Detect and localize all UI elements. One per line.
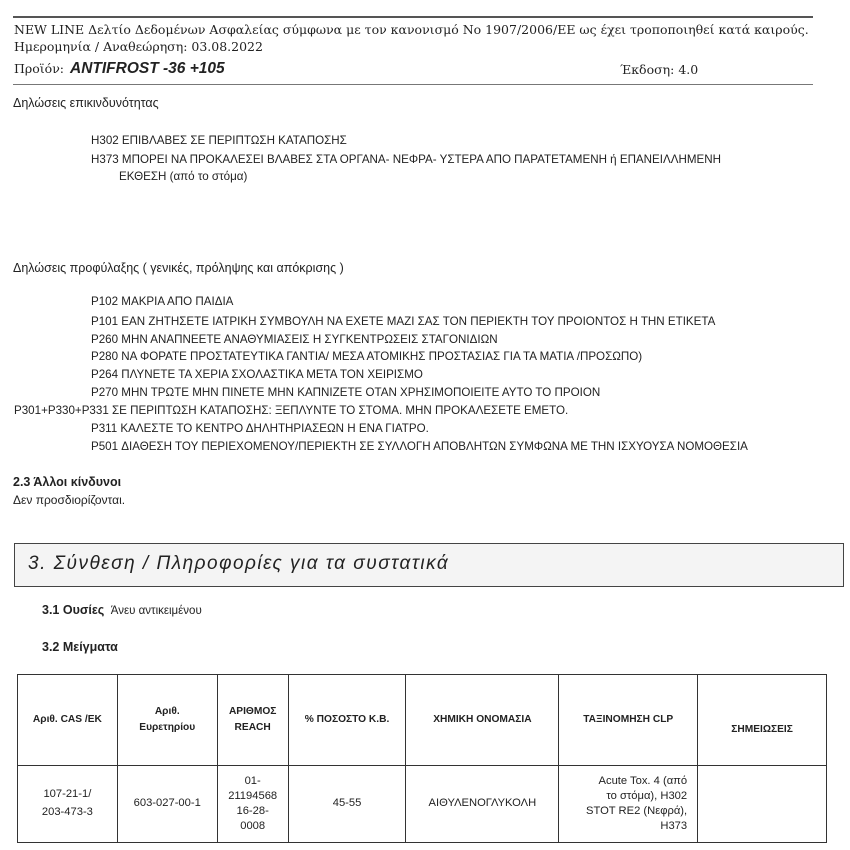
cell-percent: 45-55 bbox=[288, 766, 406, 843]
header-cas: Αριθ. CAS /ΕΚ bbox=[18, 675, 118, 766]
substances-line bbox=[42, 603, 202, 617]
cell-chemical-name: ΑΙΘΥΛΕΝΟΓΛΥΚΟΛΗ bbox=[406, 766, 559, 843]
cell-cas bbox=[18, 766, 118, 843]
hazard-item: H302 ΕΠΙΒΛΑΒΕΣ ΣΕ ΠΕΡΙΠΤΩΣΗ ΚΑΤΑΠΟΣΗΣ bbox=[91, 134, 347, 147]
cell-cas-line: 203-473-3 bbox=[41, 806, 93, 818]
other-hazards-text: Δεν προσδιορίζονται. bbox=[13, 493, 126, 507]
cell-reach-line: 01- bbox=[244, 774, 261, 787]
hazard-statements-title: Δηλώσεις επικινδυνότητας bbox=[13, 96, 159, 110]
cell-reach-line: 16-28- bbox=[236, 805, 269, 817]
section-3-heading bbox=[14, 543, 844, 587]
other-hazards-title: 2.3 Άλλοι κίνδυνοι bbox=[13, 475, 122, 489]
cell-notes bbox=[698, 766, 827, 843]
header-reach bbox=[217, 675, 288, 766]
version-label: Έκδοση: 4.0 bbox=[620, 62, 699, 77]
precautionary-statements-title: Δηλώσεις προφύλαξης ( γενικές, πρόληψης και απόκρισης ) bbox=[13, 261, 344, 275]
hazard-item: H373 ΜΠΟΡΕΙ ΝΑ ΠΡΟΚΑΛΕΣΕΙ ΒΛΑΒΕΣ ΣΤΑ ΟΡΓΑΝΑ- ΝΕΦΡΑ- ΥΣΤΕΡΑ ΑΠΟ ΠΑΡΑΤΕΤΑΜΕΝΗ ή ΕΠΑΝΕΙΛΛΗΜΕΝΗ bbox=[91, 153, 721, 166]
precautionary-item: P101 ΕΑΝ ΖΗΤΗΣΕΤΕ ΙΑΤΡΙΚΗ ΣΥΜΒΟΥΛΗ ΝΑ ΕΧΕΤΕ ΜΑΖΙ ΣΑΣ ΤΟΝ ΠΕΡΙΕΚΤΗ ΤΟΥ ΠΡΟΙΟΝΤΟΣ Η ΤΗΝ ΕΤΙΚΕΤΑ bbox=[91, 315, 716, 328]
header-index-line: Αριθ. bbox=[154, 705, 180, 717]
precautionary-item: P280 ΝΑ ΦΟΡΑΤΕ ΠΡΟΣΤΑΤΕΥΤΙΚΑ ΓΑΝΤΙΑ/ ΜΕΣΑ ΑΤΟΜΙΚΗΣ ΠΡΟΣΤΑΣΙΑΣ ΓΙΑ ΤΑ ΜΑΤΙΑ /ΠΡΟΣΩΠΟ) bbox=[91, 350, 643, 363]
composition-table bbox=[17, 674, 827, 843]
cell-clp-line: STOT RE2 (Νεφρά), bbox=[586, 805, 688, 817]
substances-value: Άνευ αντικειμένου bbox=[110, 605, 202, 617]
product-name: ANTIFROST -36 +105 bbox=[70, 60, 225, 77]
header-regulation-line: NEW LINE Δελτίο Δεδομένων Ασφαλείας σύμφωνα με τον κανονισμό Νο 1907/2006/ΕΕ ως έχει τροποποιηθεί κατά καιρούς. bbox=[14, 22, 809, 37]
cell-reach-line: 21194568 bbox=[228, 789, 278, 802]
cell-index: 603-027-00-1 bbox=[117, 766, 217, 843]
header-index bbox=[117, 675, 217, 766]
header-bottom-rule bbox=[13, 84, 813, 85]
product-label: Προϊόν: bbox=[14, 61, 65, 76]
precautionary-item: P270 ΜΗΝ ΤΡΩΤΕ ΜΗΝ ΠΙΝΕΤΕ ΜΗΝ ΚΑΠΝΙΖΕΤΕ ΟΤΑΝ ΧΡΗΣΙΜΟΠΟΙΕΙΤΕ ΑΥΤΟ ΤΟ ΠΡΟΙΟΝ bbox=[91, 386, 601, 399]
product-line bbox=[14, 60, 225, 78]
header-chemical-name: ΧΗΜΙΚΗ ΟΝΟΜΑΣΙΑ bbox=[406, 675, 559, 766]
mixtures-label: 3.2 Μείγματα bbox=[42, 640, 118, 654]
substances-label: 3.1 Ουσίες bbox=[42, 603, 105, 617]
cell-clp-line: το στόμα), H302 bbox=[606, 789, 688, 802]
cell-clp-line: Acute Tox. 4 (από bbox=[598, 774, 688, 787]
precautionary-item: P260 ΜΗΝ ΑΝΑΠΝΕΕΤΕ ΑΝΑΘΥΜΙΑΣΕΙΣ Η ΣΥΓΚΕΝΤΡΩΣΕΙΣ ΣΤΑΓΟΝΙΔΙΩΝ bbox=[91, 333, 498, 346]
cell-clp-line: H373 bbox=[660, 820, 688, 833]
precautionary-item: P264 ΠΛΥΝΕΤΕ ΤΑ ΧΕΡΙΑ ΣΧΟΛΑΣΤΙΚΑ ΜΕΤΑ ΤΟΝ ΧΕΙΡΙΣΜΟ bbox=[91, 368, 423, 381]
hazard-item-continuation: ΕΚΘΕΣΗ (από το στόμα) bbox=[119, 170, 248, 183]
precautionary-item: P311 ΚΑΛΕΣΤΕ ΤΟ ΚΕΝΤΡΟ ΔΗΛΗΤΗΡΙΑΣΕΩΝ Η ΕΝΑ ΓΙΑΤΡΟ. bbox=[91, 422, 429, 435]
precautionary-item: P102 ΜΑΚΡΙΑ ΑΠΟ ΠΑΙΔΙΑ bbox=[91, 295, 234, 308]
header-top-rule bbox=[13, 16, 813, 18]
precautionary-item: P301+P330+P331 ΣΕ ΠΕΡΙΠΤΩΣΗ ΚΑΤΑΠΟΣΗΣ: ΞΕΠΛΥΝΤΕ ΤΟ ΣΤΟΜΑ. ΜΗΝ ΠΡΟΚΑΛΕΣΕΤΕ ΕΜΕΤΟ. bbox=[14, 404, 569, 417]
header-index-line: Ευρετηρίου bbox=[139, 722, 196, 733]
cell-reach bbox=[217, 766, 288, 843]
header-percent: % ΠΟΣΟΣΤΟ Κ.Β. bbox=[288, 675, 406, 766]
table-header-row bbox=[18, 675, 827, 766]
header-notes: ΣΗΜΕΙΩΣΕΙΣ bbox=[698, 675, 827, 766]
cell-cas-line: 107-21-1/ bbox=[43, 788, 92, 801]
header-reach-line: REACH bbox=[234, 722, 271, 733]
section-3-title: 3. Σύνθεση / Πληροφορίες για τα συστατικά bbox=[28, 553, 450, 574]
precautionary-item: P501 ΔΙΑΘΕΣΗ ΤΟΥ ΠΕΡΙΕΧΟΜΕΝΟΥ/ΠΕΡΙΕΚΤΗ ΣΕ ΣΥΛΛΟΓΗ ΑΠΟΒΛΗΤΩΝ ΣΥΜΦΩΝΑ ΜΕ ΤΗΝ ΙΣΧΥΟΥΣΑ ΝΟΜΟΘΕΣΙΑ bbox=[91, 440, 748, 453]
cell-clp bbox=[559, 766, 698, 843]
table-row bbox=[18, 766, 827, 843]
header-clp: ΤΑΞΙΝΟΜΗΣΗ CLP bbox=[559, 675, 698, 766]
header-reach-line: ΑΡΙΘΜΟΣ bbox=[228, 705, 277, 717]
cell-reach-line: 0008 bbox=[240, 820, 266, 833]
header-revision-date: Ημερομηνία / Αναθεώρηση: 03.08.2022 bbox=[14, 39, 263, 54]
